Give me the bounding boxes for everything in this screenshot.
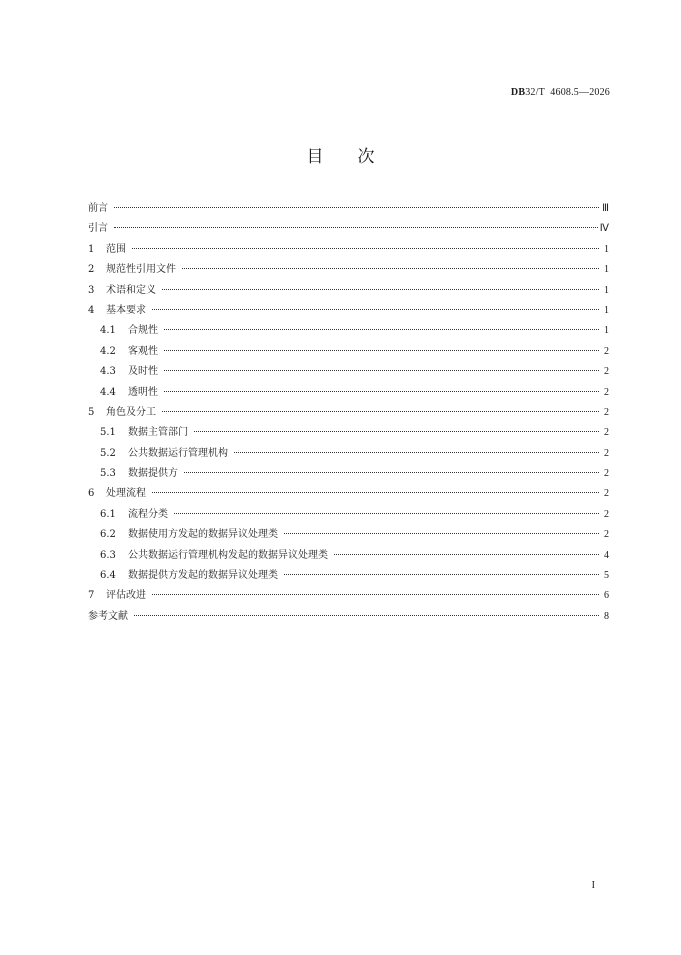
toc-entry-label: 透明性: [128, 386, 158, 398]
toc-leader-dots: [152, 584, 599, 595]
toc-entry-page: Ⅲ: [602, 203, 609, 214]
toc-entry-page: Ⅳ: [599, 223, 609, 235]
document-code-number: 4608.5—2026: [550, 87, 610, 98]
toc-entry[interactable]: [88, 403, 609, 423]
toc-entry[interactable]: [88, 566, 609, 586]
toc-leader-dots: [162, 279, 599, 290]
toc-leader-dots: [132, 238, 599, 249]
toc-leader-dots: [194, 421, 599, 432]
toc-entry-number: 3: [88, 284, 95, 296]
page-title: 目次: [306, 147, 409, 167]
toc-entry-number: 4.2: [100, 345, 116, 357]
toc-entry-label: 数据提供方: [128, 468, 178, 480]
toc-entry[interactable]: [88, 240, 609, 260]
toc-entry-number: 5.2: [100, 447, 116, 459]
toc-entry-page: 2: [604, 366, 609, 378]
toc-entry[interactable]: [88, 260, 609, 280]
toc-entry-page: 1: [604, 264, 609, 276]
toc-entry-number: 4: [88, 304, 95, 316]
table-of-contents: [88, 199, 609, 627]
toc-leader-dots: [234, 442, 599, 453]
toc-entry-label: 公共数据运行管理机构发起的数据异议处理类: [128, 549, 328, 561]
toc-entry[interactable]: [88, 505, 609, 525]
toc-entry[interactable]: [88, 484, 609, 504]
toc-entry-number: 2: [88, 264, 95, 276]
document-code: [511, 87, 610, 98]
toc-entry-page: 6: [604, 590, 609, 602]
toc-entry-label: 前言: [88, 203, 108, 214]
toc-leader-dots: [152, 299, 599, 310]
toc-entry[interactable]: [88, 321, 609, 341]
toc-entry-label: 流程分类: [128, 508, 168, 520]
toc-entry-number: 6.2: [100, 529, 116, 541]
toc-entry-page: 2: [604, 345, 609, 357]
toc-entry-number: 4.1: [100, 325, 116, 337]
toc-entry-page: 2: [604, 488, 609, 500]
toc-leader-dots: [164, 340, 599, 351]
toc-leader-dots: [182, 258, 599, 269]
toc-entry-page: 4: [604, 549, 609, 561]
toc-entry-label: 参考文献: [88, 610, 128, 622]
toc-entry-page: 5: [604, 570, 609, 582]
toc-entry[interactable]: [88, 423, 609, 443]
document-code-series: 32/T: [525, 87, 545, 98]
toc-entry-number: 6: [88, 488, 95, 500]
toc-entry-number: 5.3: [100, 468, 116, 480]
toc-leader-dots: [162, 401, 599, 412]
toc-entry-label: 范围: [106, 243, 126, 255]
toc-leader-dots: [114, 217, 598, 228]
toc-entry-label: 数据使用方发起的数据异议处理类: [128, 529, 278, 541]
toc-entry-number: 4.3: [100, 366, 116, 378]
toc-leader-dots: [134, 605, 599, 616]
toc-entry-page: 2: [604, 447, 609, 459]
toc-leader-dots: [114, 197, 599, 208]
toc-entry-label: 客观性: [128, 345, 158, 357]
toc-entry-label: 角色及分工: [106, 406, 156, 418]
toc-entry-label: 处理流程: [106, 488, 146, 500]
toc-leader-dots: [164, 360, 599, 371]
toc-entry-label: 数据提供方发起的数据异议处理类: [128, 570, 278, 582]
toc-entry-number: 6.1: [100, 508, 116, 520]
toc-entry[interactable]: [88, 219, 609, 239]
toc-entry-page: 2: [604, 386, 609, 398]
toc-entry-number: 7: [88, 590, 95, 602]
toc-leader-dots: [174, 503, 599, 514]
toc-entry[interactable]: [88, 546, 609, 566]
toc-entry-label: 合规性: [128, 325, 158, 337]
toc-entry-label: 公共数据运行管理机构: [128, 447, 228, 459]
toc-entry-page: 1: [604, 325, 609, 337]
toc-leader-dots: [334, 544, 599, 555]
toc-entry-page: 1: [604, 243, 609, 255]
page-number: I: [591, 880, 595, 891]
toc-leader-dots: [164, 381, 599, 392]
toc-entry[interactable]: [88, 525, 609, 545]
document-code-prefix: DB: [510, 87, 526, 98]
toc-entry-label: 评估改进: [106, 590, 146, 602]
toc-entry-page: 8: [604, 610, 609, 622]
toc-entry-label: 规范性引用文件: [106, 264, 176, 276]
toc-entry-label: 术语和定义: [106, 284, 156, 296]
toc-entry-label: 数据主管部门: [128, 427, 188, 439]
toc-entry-page: 2: [604, 468, 609, 480]
toc-entry[interactable]: [88, 383, 609, 403]
toc-entry-number: 4.4: [100, 386, 116, 398]
toc-leader-dots: [284, 523, 599, 534]
toc-entry-label: 引言: [88, 223, 108, 235]
toc-entry-label: 基本要求: [106, 304, 146, 316]
toc-entry-number: 5.1: [100, 427, 116, 439]
toc-entry[interactable]: [88, 281, 609, 301]
toc-entry-number: 1: [88, 243, 95, 255]
toc-entry[interactable]: [88, 362, 609, 382]
toc-entry[interactable]: [88, 586, 609, 606]
toc-leader-dots: [184, 462, 599, 473]
toc-entry-number: 5: [88, 406, 95, 418]
toc-entry-number: 6.3: [100, 549, 116, 561]
toc-entry[interactable]: [88, 464, 609, 484]
toc-leader-dots: [164, 319, 599, 330]
toc-entry-page: 2: [604, 508, 609, 520]
toc-entry-number: 6.4: [100, 570, 116, 582]
toc-leader-dots: [152, 482, 599, 493]
toc-entry-page: 1: [604, 304, 609, 316]
toc-entry-page: 2: [604, 427, 609, 439]
toc-entry-page: 1: [604, 284, 609, 296]
toc-entry[interactable]: [88, 342, 609, 362]
toc-leader-dots: [284, 564, 599, 575]
toc-entry-page: 2: [604, 529, 609, 541]
toc-entry-page: 2: [604, 406, 609, 418]
toc-entry[interactable]: [88, 444, 609, 464]
toc-entry-label: 及时性: [128, 366, 158, 378]
toc-entry[interactable]: [88, 301, 609, 321]
toc-entry[interactable]: [88, 199, 609, 219]
toc-entry[interactable]: [88, 607, 609, 627]
